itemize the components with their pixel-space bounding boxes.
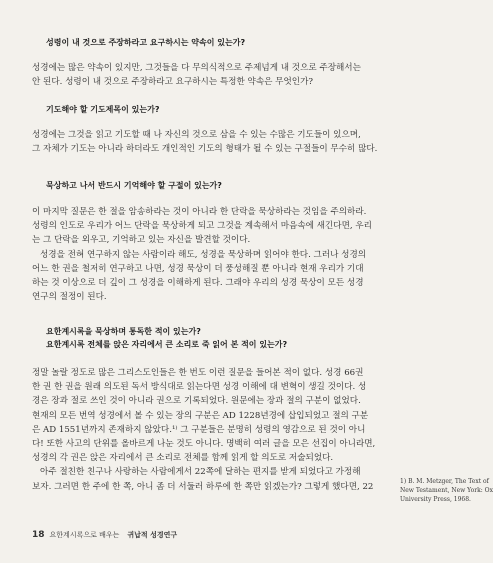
paragraph-line: 성령의 인도로 우리가 어느 단락을 묵상하게 되고 그것을 계속해서 마음속에 새긴다면, 우리 xyxy=(32,221,372,232)
paragraph-line: 성경의 각 권은 앉은 자리에서 큰 소리로 전체를 함께 읽게 할 의도로 저술되었다. xyxy=(32,453,334,464)
paragraph-line: 성경에는 그것을 읽고 기도할 때 나 자신의 것으로 삼을 수 있는 수많은 기도들이 있으며, xyxy=(32,130,361,140)
paragraph-line: 경은 장과 절로 쓰인 것이 아니라 권으로 기록되었다. 원문에는 장과 절의 구분이 없었다. xyxy=(32,396,361,407)
footnote xyxy=(400,477,493,504)
paragraph-line: 는 그 단락을 외우고, 기억하고 있는 자신을 발견할 것이다. xyxy=(32,235,251,246)
paragraph-line: 성경에는 많은 약속이 있지만, 그것들을 다 무의식적으로 주제넘게 내 것으로 주장해서는 xyxy=(32,63,361,73)
paragraph-line: 하는 것 이상으로 더 깊이 그 성경을 이해하게 된다. 그래야 우리의 성경 묵상이 모든 성경 xyxy=(32,278,364,289)
paragraph-line: 보자. 그러면 한 주에 한 쪽, 아니 좀 더 서둘러 하루에 한 쪽만 읽겠는가? 그렇게 했다면, 22 xyxy=(32,481,374,492)
book-title-prefix: 요한계시록으로 배우는 xyxy=(49,531,120,539)
footnote-line: New Testament, New York: Ox xyxy=(400,487,493,494)
paragraph-line: 이 마지막 질문은 한 절을 암송하라는 것이 아니라 한 단락을 묵상하라는 것임을 주의하라. xyxy=(32,207,367,217)
paragraph-line: 어느 한 권을 철저히 연구하고 나면, 성경 묵상이 더 풍성해질 뿐 아니라 현재 우리가 기대 xyxy=(32,263,364,274)
footnote-line: 1) B. M. Metzger, The Text of xyxy=(400,478,489,485)
section-paragraph xyxy=(32,205,388,304)
section-question: 성령이 내 것으로 주장하라고 요구하시는 약속이 있는가? xyxy=(46,38,246,47)
paragraph-line: 다! 또한 사고의 단위를 올바르게 나눈 것도 아니다. 명백히 여러 글을 모은 선집이 아니라면, xyxy=(32,439,376,450)
section-paragraph xyxy=(32,61,388,89)
section-question: 묵상하고 나서 반드시 기억해야 할 구절이 있는가? xyxy=(46,181,222,190)
page-number: 18 xyxy=(32,530,45,540)
section-paragraph xyxy=(32,128,388,156)
paragraph-line: 그 자체가 기도는 아니라 하더라도 개인적인 기도의 형태가 될 수 있는 구절들이 무수히 많다. xyxy=(32,144,378,155)
paragraph-line: 안 된다. 성령이 내 것으로 주장하라고 요구하시는 특정한 약속은 무엇인가? xyxy=(32,77,313,88)
footnote-line: University Press, 1968. xyxy=(400,496,471,503)
paragraph-line: 성경을 전혀 연구하지 않는 사람이라 해도, 성경을 묵상하며 읽어야 한다. 그러나 성경의 xyxy=(40,249,367,260)
paragraph-line: 은 AD 1551년까지 존재하지 않았다.¹⁾ 그 구분들은 분명히 성령의 영감으로 된 것이 아니 xyxy=(32,424,366,435)
paragraph-line: 정말 놀랄 정도로 많은 그리스도인들은 한 번도 이런 질문을 들어본 적이 없다. 성경 66권 xyxy=(32,368,364,378)
section-question: 요한계시록 전체를 앉은 자리에서 큰 소리로 죽 읽어 본 적이 있는가? xyxy=(46,340,288,349)
paragraph-line: 연구의 절정이 된다. xyxy=(32,292,107,303)
paragraph-line: 현재의 모든 번역 성경에서 볼 수 있는 장의 구분은 AD 1228년경에 삽입되었고 절의 구분 xyxy=(32,410,369,421)
section-paragraph xyxy=(32,366,388,494)
section-question: 기도해야 할 기도제목이 있는가? xyxy=(46,105,160,114)
book-title-main: 귀납적 성경연구 xyxy=(127,531,178,539)
paragraph-line: 한 권 한 권을 원래 의도된 독서 방식대로 읽는다면 성경 이해에 대 변혁이 생길 것이다. 성 xyxy=(32,382,367,393)
page-footer xyxy=(32,530,177,540)
section-question: 요한계시록을 묵상하며 통독한 적이 있는가? xyxy=(46,327,201,336)
paragraph-line: 아주 절친한 친구나 사랑하는 사람에게서 22쪽에 달하는 편지를 받게 되었다고 가정해 xyxy=(40,467,361,478)
